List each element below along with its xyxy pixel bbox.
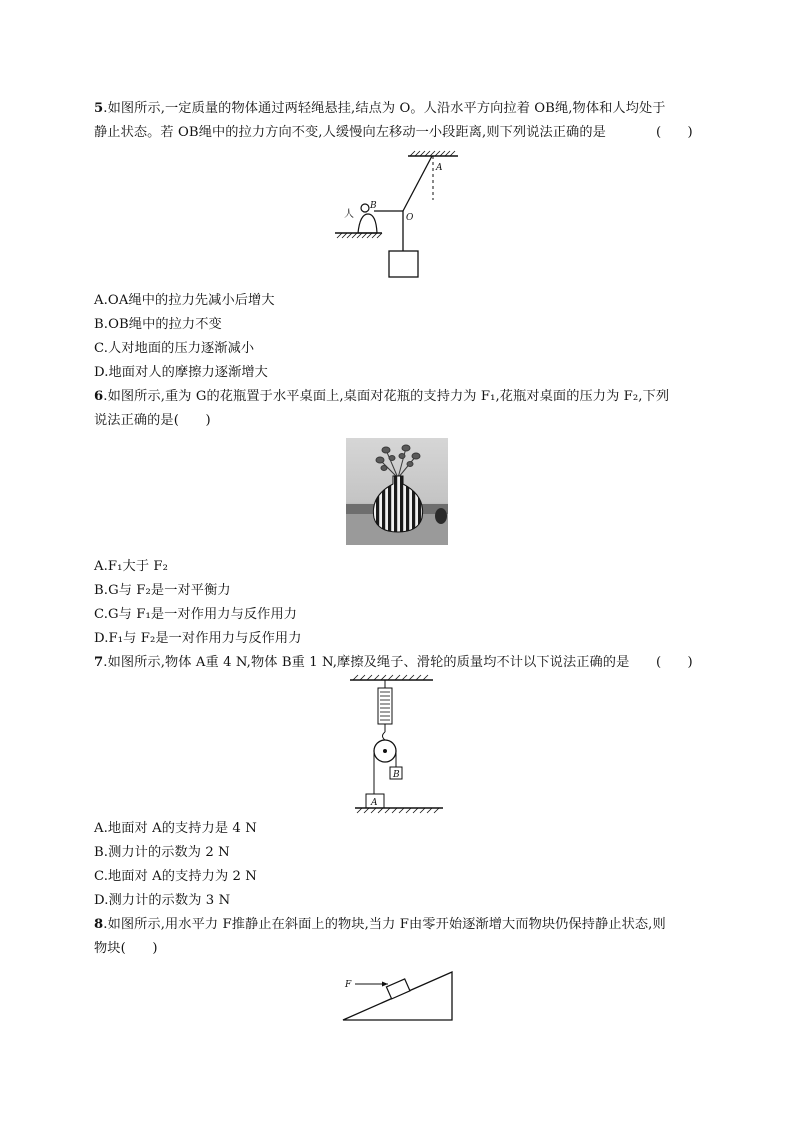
question-6-option-b: B.G与 F₂是一对平衡力: [94, 583, 231, 598]
question-7-stem: 7.如图所示,物体 A重 4 N,物体 B重 1 N,摩擦及绳子、滑轮的质量均不计以下说法正确的是: [94, 655, 630, 670]
question-6-stem-line2: 说法正确的是( ): [94, 413, 211, 428]
label-b: B: [393, 770, 400, 780]
question-5-number: 5: [94, 101, 104, 116]
label-a: A: [436, 163, 443, 173]
question-6-option-a: A.F₁大于 F₂: [94, 559, 169, 574]
question-7-figure: [345, 674, 447, 814]
question-6-option-d: D.F₁与 F₂是一对作用力与反作用力: [94, 631, 302, 646]
question-6-number: 6: [94, 389, 104, 404]
question-7-option-d: D.测力计的示数为 3 N: [94, 893, 231, 908]
question-8-stem-line2: 物块( ): [94, 941, 158, 956]
question-5-option-d: D.地面对人的摩擦力逐渐增大: [94, 365, 268, 380]
question-7-option-b: B.测力计的示数为 2 N: [94, 845, 230, 860]
question-6-vase-photo: [346, 438, 448, 545]
question-5-stem-line1: 5.如图所示,一定质量的物体通过两轻绳悬挂,结点为 O。人沿水平方向拉着 OB绳,物体和人均处于: [94, 101, 666, 116]
question-7-option-c: C.地面对 A的支持力为 2 N: [94, 869, 257, 884]
question-5-answer-blank: ( ): [656, 125, 693, 140]
question-8-figure: [338, 966, 458, 1026]
question-5-option-a: A.OA绳中的拉力先减小后增大: [94, 293, 275, 308]
label-f: F: [345, 980, 352, 990]
question-5-option-b: B.OB绳中的拉力不变: [94, 317, 222, 332]
question-6-stem-line1: 6.如图所示,重为 G的花瓶置于水平桌面上,桌面对花瓶的支持力为 F₁,花瓶对桌面的压力为 F₂,下列: [94, 389, 670, 404]
question-5-figure: [330, 148, 465, 280]
question-7-answer-blank: ( ): [656, 655, 693, 670]
question-5-option-c: C.人对地面的压力逐渐减小: [94, 341, 255, 356]
label-b: B: [370, 201, 377, 211]
label-a: A: [371, 798, 378, 808]
label-o: O: [406, 213, 414, 223]
question-7-number: 7: [94, 655, 104, 670]
question-8-stem-line1: 8.如图所示,用水平力 F推静止在斜面上的物块,当力 F由零开始逐渐增大而物块仍保持静止状态,则: [94, 917, 666, 932]
question-5-stem-line2: 静止状态。若 OB绳中的拉力方向不变,人缓慢向左移动一小段距离,则下列说法正确的是: [94, 125, 606, 140]
question-8-number: 8: [94, 917, 104, 932]
question-6-option-c: C.G与 F₁是一对作用力与反作用力: [94, 607, 298, 622]
label-person: 人: [344, 209, 354, 220]
question-7-option-a: A.地面对 A的支持力是 4 N: [94, 821, 257, 836]
